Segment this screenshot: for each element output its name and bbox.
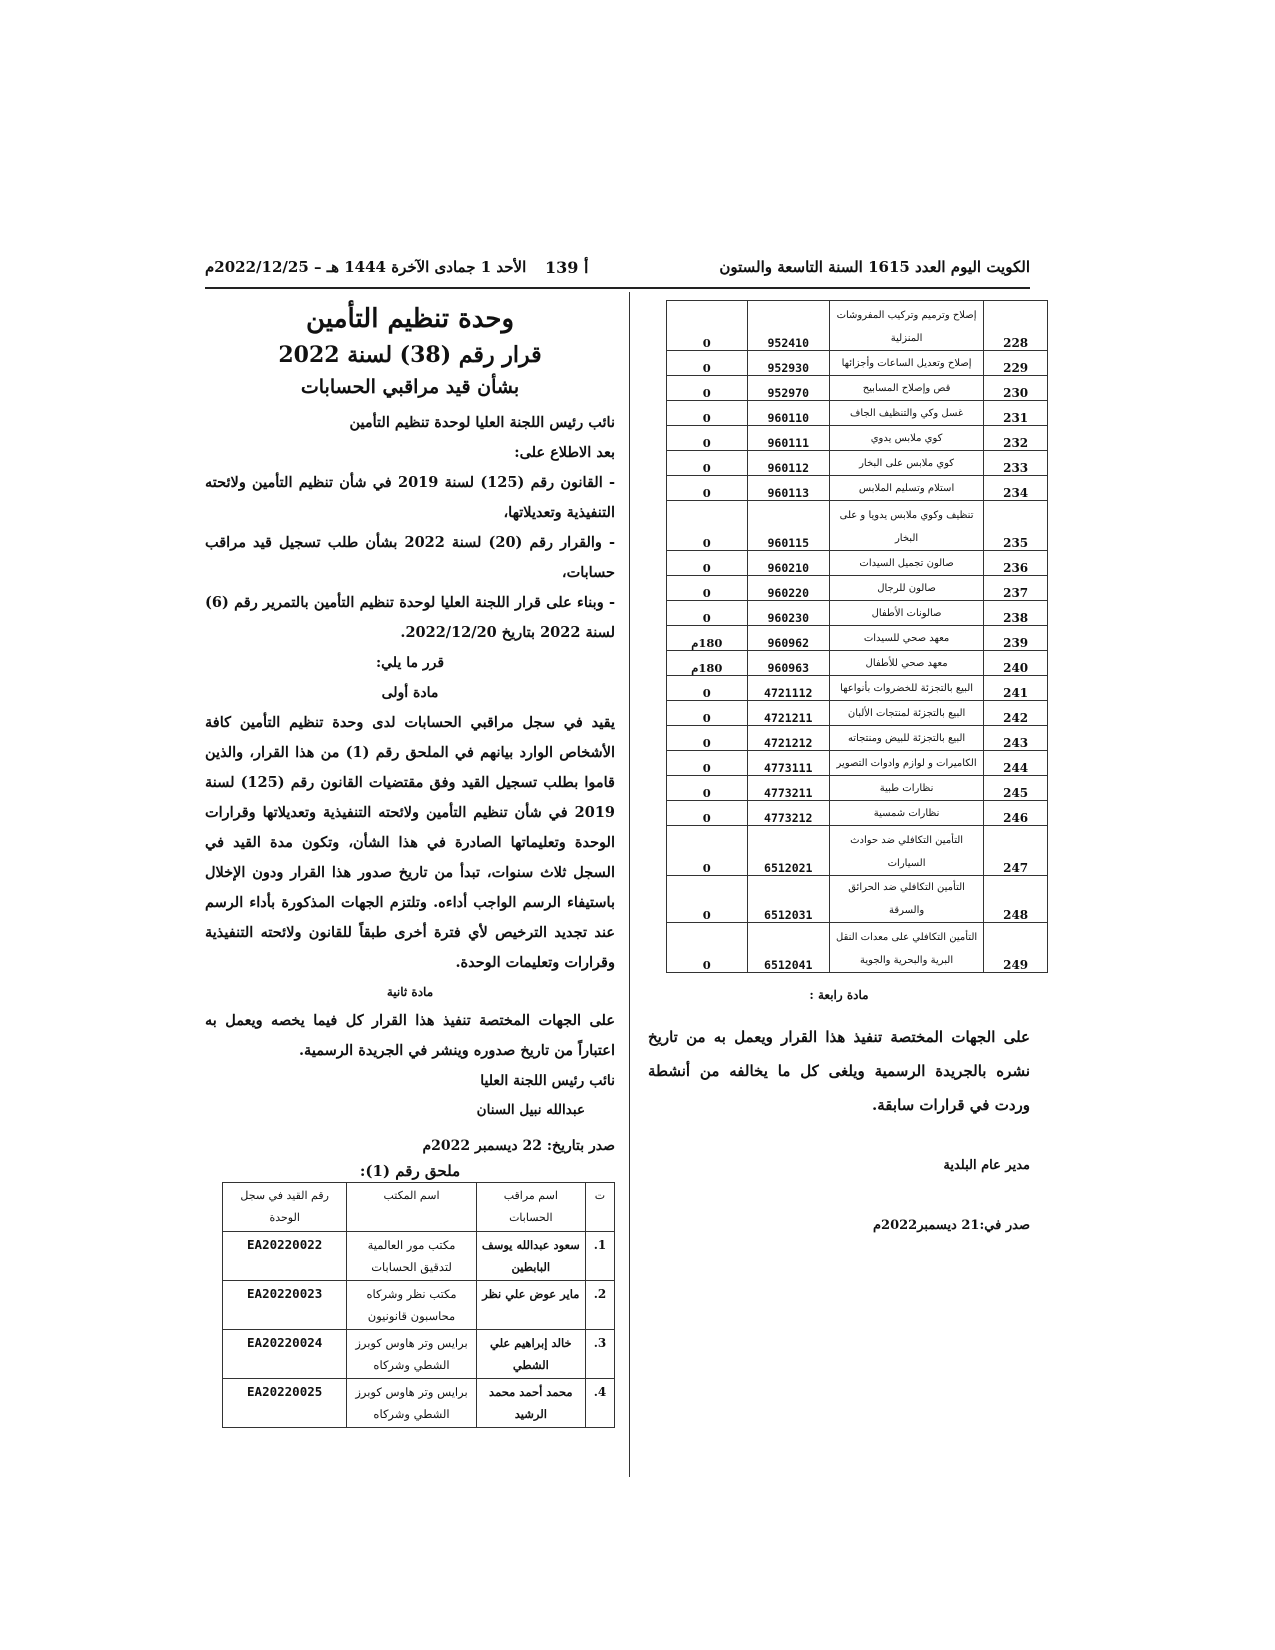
annex-auditor-name: سعود عبدالله يوسف البابطين (476, 1232, 585, 1281)
activity-number: 245 (984, 776, 1048, 801)
activity-row (667, 551, 1048, 576)
annex-index: 2. (585, 1281, 614, 1330)
activity-description: التأمين التكافلي على معدات النقل البرية والبحرية والجوية (829, 923, 983, 973)
activity-description: إصلاح وترميم وتركيب المفروشات المنزلية (829, 301, 983, 351)
activity-row (667, 676, 1048, 701)
activity-row (667, 923, 1048, 973)
activity-row (667, 651, 1048, 676)
signatory-name: عبدالله نبيل السنان (476, 1102, 585, 1118)
activity-row (667, 626, 1048, 651)
activity-number: 237 (984, 576, 1048, 601)
activity-description: نظارات طبية (829, 776, 983, 801)
activity-description: تنظيف وكوي ملابس يدويا و على البخار (829, 501, 983, 551)
activity-description: صالون تجميل السيدات (829, 551, 983, 576)
annex-registration-number: EA20220024 (223, 1330, 347, 1379)
activity-code: 4721211 (747, 701, 829, 726)
activity-description: التأمين التكافلي ضد الحرائق والسرقة (829, 876, 983, 923)
activity-row (667, 301, 1048, 351)
annex-header-index: ت (585, 1183, 614, 1232)
activity-value: 0 (667, 701, 748, 726)
activity-number: 249 (984, 923, 1048, 973)
activity-row (667, 451, 1048, 476)
activity-code: 6512031 (747, 876, 829, 923)
activity-value: 0 (667, 601, 748, 626)
activity-code: 4721112 (747, 676, 829, 701)
activity-number: 242 (984, 701, 1048, 726)
activity-description: إصلاح وتعديل الساعات وأجزائها (829, 351, 983, 376)
article-1-body: يقيد في سجل مراقبي الحسابات لدى وحدة تنظيم التأمين كافة الأشخاص الوارد بيانهم في الملحق رقم (1) من هذا القرار، والذين قاموا بطلب تسجيل القيد وفق مقتضيات القانون رقم (125) لسنة 2019 في شأن تنظيم التأمين ولائحته التنفيذية وتعديلاتها وقرارات الوحدة وتعليماتها الصادرة في هذا الشأن، وتكون مدة القيد في السجل ثلاث سنوات، تبدأ من تاريخ صدور هذا القرار ودون الإخلال باستيفاء الرسم الواجب أداءه. وتلتزم الجهات المذكورة بأداء الرسم عند تجديد الترخيص لأي فترة أخرى طبقاً للقانون ولائحته التنفيذية وقرارات وتعليمات الوحدة. (205, 714, 615, 971)
organization-title: وحدة تنظيم التأمين (305, 304, 515, 334)
activity-row (667, 501, 1048, 551)
activity-value: 0 (667, 451, 748, 476)
annex-index: 3. (585, 1330, 614, 1379)
activity-number: 244 (984, 751, 1048, 776)
activity-code: 952970 (747, 376, 829, 401)
annex-row (223, 1330, 615, 1379)
activity-row (667, 776, 1048, 801)
page-header (205, 254, 1030, 282)
municipal-signatory: مدير عام البلدية (943, 1158, 1030, 1173)
activity-description: غسل وكي والتنظيف الجاف (829, 401, 983, 426)
activity-row (667, 826, 1048, 876)
activity-number: 232 (984, 426, 1048, 451)
activity-description: معهد صحي للسيدات (829, 626, 983, 651)
annex-table (222, 1182, 615, 1428)
activity-value: 180م (667, 626, 748, 651)
activity-number: 235 (984, 501, 1048, 551)
annex-registration-number: EA20220025 (223, 1379, 347, 1428)
annex-index: 4. (585, 1379, 614, 1428)
activity-description: البيع بالتجزئة للخضروات بأنواعها (829, 676, 983, 701)
annex-index: 1. (585, 1232, 614, 1281)
activity-row (667, 601, 1048, 626)
decision-issuer: نائب رئيس اللجنة العليا لوحدة تنظيم التأمين (349, 414, 615, 431)
annex-auditor-name: ماير عوض علي نظر (476, 1281, 585, 1330)
activity-number: 241 (984, 676, 1048, 701)
activity-value: 0 (667, 776, 748, 801)
activity-value: 0 (667, 351, 748, 376)
activity-description: البيع بالتجزئة للبيض ومنتجاته (829, 726, 983, 751)
activity-number: 231 (984, 401, 1048, 426)
activity-row (667, 401, 1048, 426)
activity-value: 0 (667, 576, 748, 601)
activity-code: 960230 (747, 601, 829, 626)
activity-code: 4773212 (747, 801, 829, 826)
activities-section (648, 300, 1048, 973)
activity-description: استلام وتسليم الملابس (829, 476, 983, 501)
activity-number: 230 (984, 376, 1048, 401)
activity-description: كوي ملابس على البخار (829, 451, 983, 476)
annex-office-name: مكتب مور العالمية لتدقيق الحسابات (347, 1232, 476, 1281)
activity-row (667, 476, 1048, 501)
activity-row (667, 576, 1048, 601)
article-4-body: على الجهات المختصة تنفيذ هذا القرار ويعمل به من تاريخ نشره بالجريدة الرسمية ويلغى كل ما يخالفه من أنشطة وردت في قرارات سابقة. (648, 1028, 1030, 1114)
annex-auditor-name: محمد أحمد محمد الرشيد (476, 1379, 585, 1428)
activity-number: 243 (984, 726, 1048, 751)
article-4-issued-date: صدر في:21 ديسمبر2022م (872, 1218, 1030, 1233)
activity-code: 4773111 (747, 751, 829, 776)
activity-value: 0 (667, 301, 748, 351)
decision-section (205, 300, 615, 1428)
activity-value: 0 (667, 401, 748, 426)
activity-row (667, 701, 1048, 726)
header-rule (205, 287, 1030, 289)
activity-value: 180م (667, 651, 748, 676)
activity-code: 4773211 (747, 776, 829, 801)
activity-row (667, 876, 1048, 923)
activity-code: 960113 (747, 476, 829, 501)
activity-number: 228 (984, 301, 1048, 351)
activity-value: 0 (667, 426, 748, 451)
activity-row (667, 751, 1048, 776)
activity-value: 0 (667, 801, 748, 826)
activity-code: 6512041 (747, 923, 829, 973)
activity-number: 229 (984, 351, 1048, 376)
activity-value: 0 (667, 476, 748, 501)
activity-number: 236 (984, 551, 1048, 576)
activity-code: 952930 (747, 351, 829, 376)
annex-row (223, 1281, 615, 1330)
activity-value: 0 (667, 676, 748, 701)
activity-code: 960110 (747, 401, 829, 426)
activity-value: 0 (667, 501, 748, 551)
activity-code: 6512021 (747, 826, 829, 876)
annex-title: ملحق رقم (1): (359, 1162, 461, 1180)
activities-table (666, 300, 1048, 973)
activity-row (667, 351, 1048, 376)
activity-code: 960111 (747, 426, 829, 451)
annex-office-name: برايس وتر هاوس كوبرز الشطي وشركاه (347, 1330, 476, 1379)
activity-number: 233 (984, 451, 1048, 476)
activity-description: التأمين التكافلي ضد حوادث السيارات (829, 826, 983, 876)
article-2-title: مادة ثانية (386, 985, 434, 999)
decision-number: قرار رقم (38) لسنة 2022 (278, 342, 542, 368)
decision-subject: بشأن قيد مراقبي الحسابات (300, 376, 520, 398)
activity-description: معهد صحي للأطفال (829, 651, 983, 676)
annex-header-auditor: اسم مراقب الحسابات (476, 1183, 585, 1232)
activity-row (667, 726, 1048, 751)
reference-2: - والقرار رقم (20) لسنة 2022 بشأن طلب تسجيل قيد مراقب حسابات، (205, 534, 616, 581)
activity-row (667, 801, 1048, 826)
annex-office-name: مكتب نظر وشركاه محاسبون قانونيون (347, 1281, 476, 1330)
activity-row (667, 426, 1048, 451)
activity-value: 0 (667, 376, 748, 401)
annex-header-row (223, 1183, 615, 1232)
after-review-label: بعد الاطلاع على: (514, 444, 615, 461)
activity-code: 960962 (747, 626, 829, 651)
activity-code: 960112 (747, 451, 829, 476)
article-1-title: مادة أولى (381, 685, 439, 701)
activity-number: 247 (984, 826, 1048, 876)
reference-3: - وبناء على قرار اللجنة العليا لوحدة تنظيم التأمين بالتمرير رقم (6) لسنة 2022 بتاريخ 2022/12/20. (205, 594, 615, 641)
activity-description: كوي ملابس يدوي (829, 426, 983, 451)
activity-value: 0 (667, 826, 748, 876)
decided-label: قرر ما يلي: (375, 655, 445, 671)
activity-value: 0 (667, 551, 748, 576)
activity-value: 0 (667, 726, 748, 751)
annex-auditor-name: خالد إبراهيم علي الشطي (476, 1330, 585, 1379)
activity-number: 239 (984, 626, 1048, 651)
activity-description: نظارات شمسية (829, 801, 983, 826)
activity-code: 4721212 (747, 726, 829, 751)
header-date: الأحد 1 جمادى الآخرة 1444 هـ – 2022/12/25م (205, 258, 527, 276)
activity-description: البيع بالتجزئة لمنتجات الألبان (829, 701, 983, 726)
activity-number: 234 (984, 476, 1048, 501)
activity-code: 960210 (747, 551, 829, 576)
activity-code: 960115 (747, 501, 829, 551)
activity-number: 246 (984, 801, 1048, 826)
signatory-title: نائب رئيس اللجنة العليا (480, 1073, 615, 1089)
column-divider (629, 292, 630, 1477)
annex-registration-number: EA20220022 (223, 1232, 347, 1281)
activity-number: 240 (984, 651, 1048, 676)
activity-number: 238 (984, 601, 1048, 626)
header-gazette-issue: الكويت اليوم العدد 1615 السنة التاسعة والستون (719, 258, 1030, 276)
activity-code: 960963 (747, 651, 829, 676)
reference-1: - القانون رقم (125) لسنة 2019 في شأن تنظيم التأمين ولائحته التنفيذية وتعديلاتها، (205, 474, 616, 521)
annex-row (223, 1379, 615, 1428)
annex-row (223, 1232, 615, 1281)
activity-description: صالون للرجال (829, 576, 983, 601)
header-page-number: أ 139 (545, 258, 589, 277)
annex-header-registration: رقم القيد في سجل الوحدة (223, 1183, 347, 1232)
activity-description: الكاميرات و لوازم وادوات التصوير (829, 751, 983, 776)
activity-description: صالونات الأطفال (829, 601, 983, 626)
activity-value: 0 (667, 923, 748, 973)
activity-code: 960220 (747, 576, 829, 601)
annex-registration-number: EA20220023 (223, 1281, 347, 1330)
decision-issued-date: صدر بتاريخ: 22 ديسمبر 2022م (422, 1138, 615, 1154)
annex-office-name: برايس وتر هاوس كوبرز الشطي وشركاه (347, 1379, 476, 1428)
article-2-body: على الجهات المختصة تنفيذ هذا القرار كل فيما يخصه ويعمل به اعتباراً من تاريخ صدوره وينشر في الجريدة الرسمية. (205, 1012, 615, 1059)
activity-description: قص وإصلاح المسابيح (829, 376, 983, 401)
activity-code: 952410 (747, 301, 829, 351)
article-4-title: مادة رابعة : (809, 988, 869, 1002)
activity-row (667, 376, 1048, 401)
activity-value: 0 (667, 751, 748, 776)
activity-number: 248 (984, 876, 1048, 923)
annex-header-office: اسم المكتب (347, 1183, 476, 1232)
activity-value: 0 (667, 876, 748, 923)
